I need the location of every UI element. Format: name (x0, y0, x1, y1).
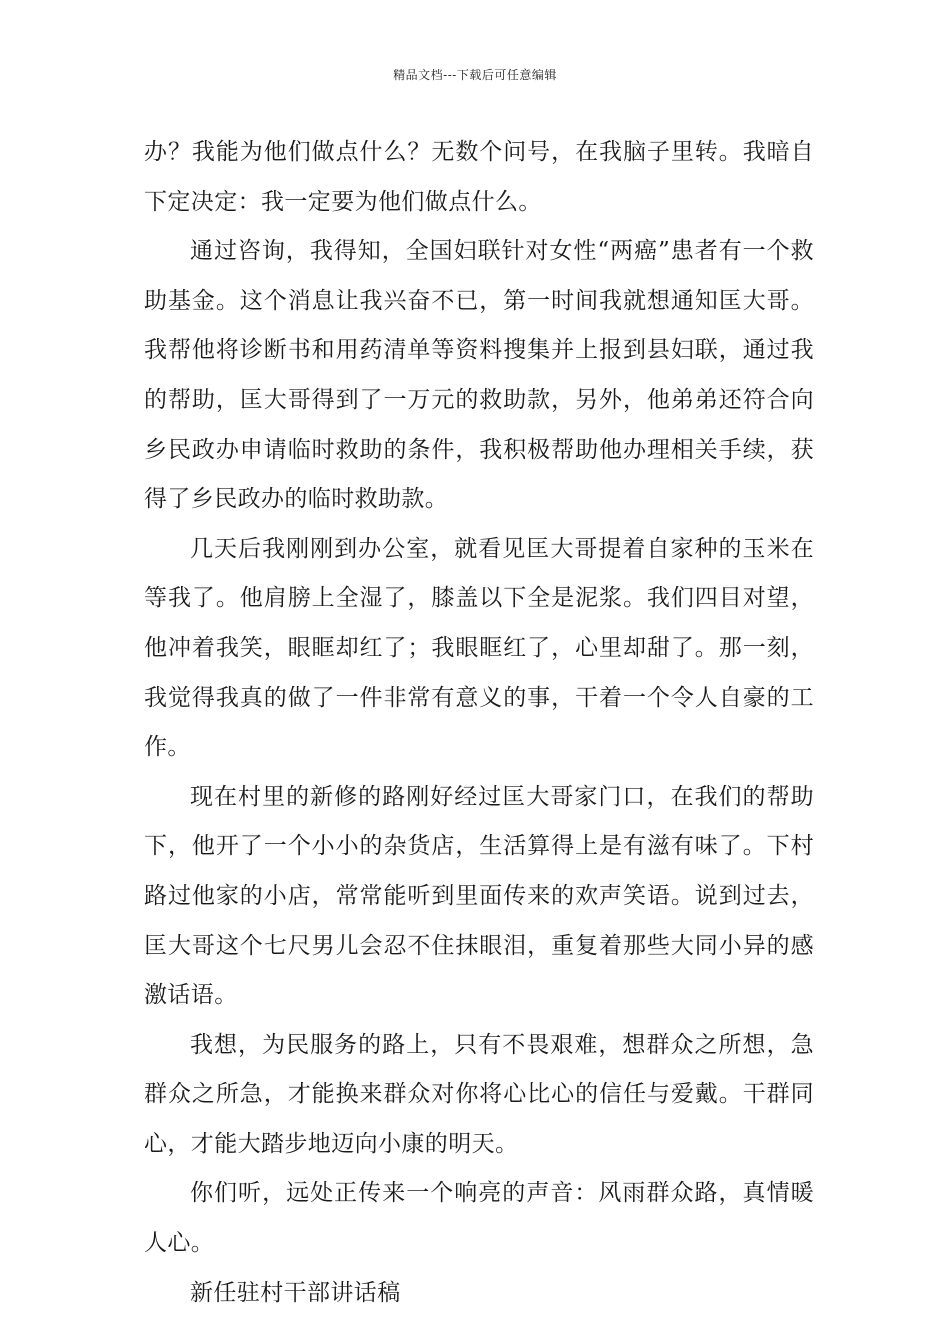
paragraph-6: 你们听，远处正传来一个响亮的声音：风雨群众路，真情暖人心。 (144, 1180, 814, 1257)
paragraph-5: 我想，为民服务的路上，只有不畏艰难，想群众之所想，急群众之所急，才能换来群众对你将心比心的信任与爱戴。干群同心，才能大踏步地迈向小康的明天。 (144, 1031, 814, 1157)
next-section-title: 新任驻村干部讲话稿 (190, 1279, 401, 1306)
paragraph-2: 通过咨询，我得知，全国妇联针对女性“两癌”患者有一个救助基金。这个消息让我兴奋不已，第一时间我就想通知匡大哥。我帮他将诊断书和用药清单等资料搜集并上报到县妇联，通过我的帮助，匡大哥得到了一万元的救助款，另外，他弟弟还符合向乡民政办申请临时救助的条件，我积极帮助他办理相关手续，获得了乡民政办的临时救助款。 (144, 238, 814, 513)
paragraph-3: 几天后我刚刚到办公室，就看见匡大哥提着自家种的玉米在等我了。他肩膀上全湿了，膝盖以下全是泥浆。我们四目对望，他冲着我笑，眼眶却红了；我眼眶红了，心里却甜了。那一刻，我觉得我真的做了一件非常有意义的事，干着一个令人自豪的工作。 (144, 535, 814, 761)
document-body (144, 128, 814, 1318)
paragraph-4: 现在村里的新修的路刚好经过匡大哥家门口，在我们的帮助下，他开了一个小小的杂货店，生活算得上是有滋有味了。下村路过他家的小店，常常能听到里面传来的欢声笑语。说到过去，匡大哥这个七尺男儿会忍不住抹眼泪，重复着那些大同小异的感激话语。 (144, 783, 814, 1009)
paragraph-1: 办？我能为他们做点什么？无数个问号，在我脑子里转。我暗自下定决定：我一定要为他们做点什么。 (144, 139, 814, 215)
page-header: 精品文档---下载后可任意编辑 (393, 68, 557, 82)
